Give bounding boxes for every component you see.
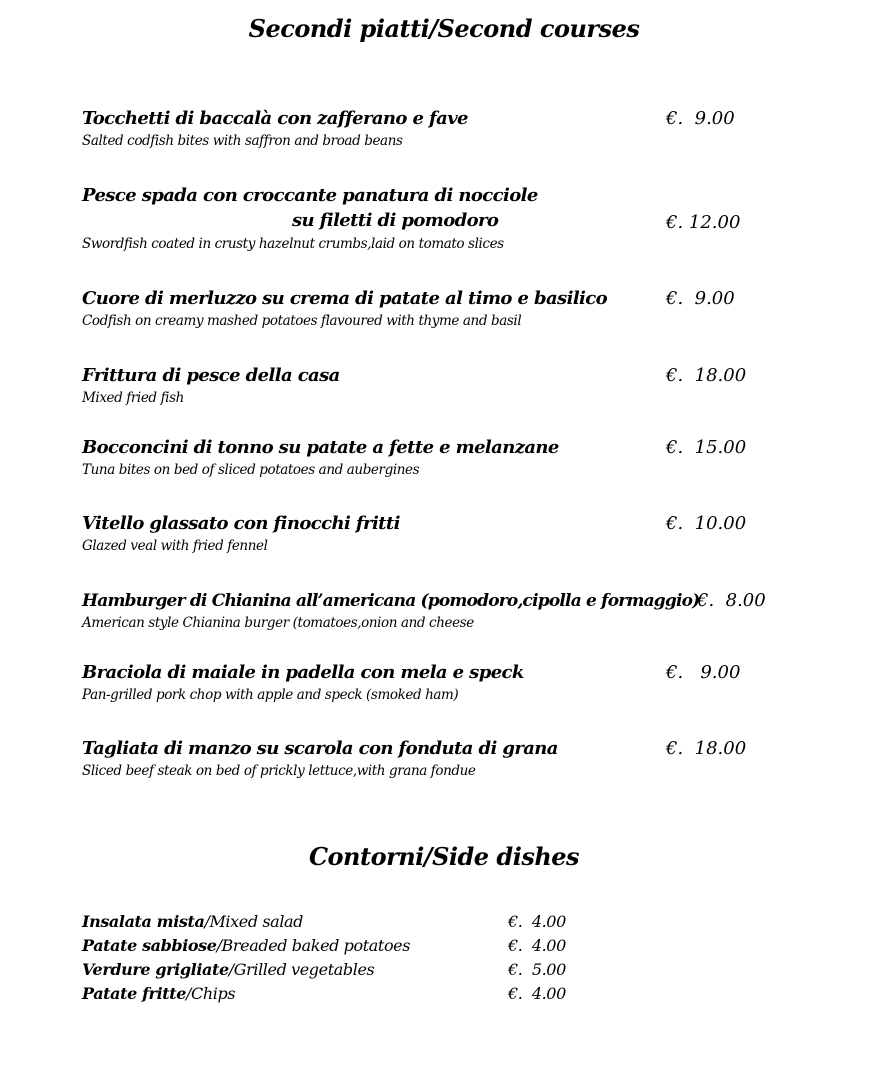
side-dish-english: /Grilled vegetables [228,960,375,979]
dish-name: Pesce spada con croccante panatura di nocciole [82,185,538,206]
dish-description: Tuna bites on bed of sliced potatoes and aubergines [82,462,420,478]
side-dish-price: €. 4.00 [508,912,566,931]
dish-name: Bocconcini di tonno su patate a fette e melanzane [82,437,559,458]
section-title-side-dishes: Contorni/Side dishes [308,842,580,871]
side-dish-row [82,910,602,934]
side-dish-name: Verdure grigliate [82,960,229,979]
dish-description: Salted codfish bites with saffron and broad beans [82,133,403,149]
dish-name: Tocchetti di baccalà con zafferano e fave [82,108,468,129]
dish-name: Braciola di maiale in padella con mela e speck [82,662,524,683]
section-title-second-courses: Secondi piatti/Second courses [248,14,640,43]
dish-description: Glazed veal with fried fennel [82,538,268,554]
dish-description: Mixed fried fish [82,390,184,406]
dish-price: €. 9.00 [666,288,735,309]
dish-price: €. 18.00 [666,365,747,386]
dish-price: €. 15.00 [666,437,747,458]
dish-name: Vitello glassato con finocchi fritti [82,513,400,534]
dish-description: American style Chianina burger (tomatoes,onion and cheese [82,615,474,631]
dish-price: €. 8.00 [697,590,766,611]
side-dish-price: €. 5.00 [508,960,566,979]
side-dish-name: Patate sabbiose [82,936,217,955]
side-dish-row [82,982,602,1006]
side-dish-english: /Breaded baked potatoes [216,936,411,955]
dish-description: Codfish on creamy mashed potatoes flavoured with thyme and basil [82,313,522,329]
side-dish-price: €. 4.00 [508,984,566,1003]
dish-description: Sliced beef steak on bed of prickly lettuce,with grana fondue [82,763,476,779]
dish-price: €. 10.00 [666,513,747,534]
side-dish-name: Patate fritte [82,984,187,1003]
side-dish-row [82,958,602,982]
dish-price: €. 9.00 [666,108,735,129]
dish-name: Frittura di pesce della casa [82,365,340,386]
dish-price: €. 12.00 [666,212,741,233]
side-dish-name: Insalata mista [82,912,205,931]
side-dish-price: €. 4.00 [508,936,566,955]
dish-name-continued: su filetti di pomodoro [292,210,499,231]
side-dish-english: /Chips [186,984,236,1003]
side-dish-row [82,934,602,958]
dish-name: Tagliata di manzo su scarola con fonduta di grana [82,738,558,759]
dish-description: Pan-grilled pork chop with apple and speck (smoked ham) [82,687,459,703]
dish-name: Hamburger di Chianina all’americana (pomodoro,cipolla e formaggio) [82,591,700,611]
dish-price: €. 9.00 [666,662,741,683]
side-dish-english: /Mixed salad [204,912,304,931]
dish-description: Swordfish coated in crusty hazelnut crumbs,laid on tomato slices [82,236,504,252]
dish-name: Cuore di merluzzo su crema di patate al timo e basilico [82,288,608,309]
dish-price: €. 18.00 [666,738,747,759]
